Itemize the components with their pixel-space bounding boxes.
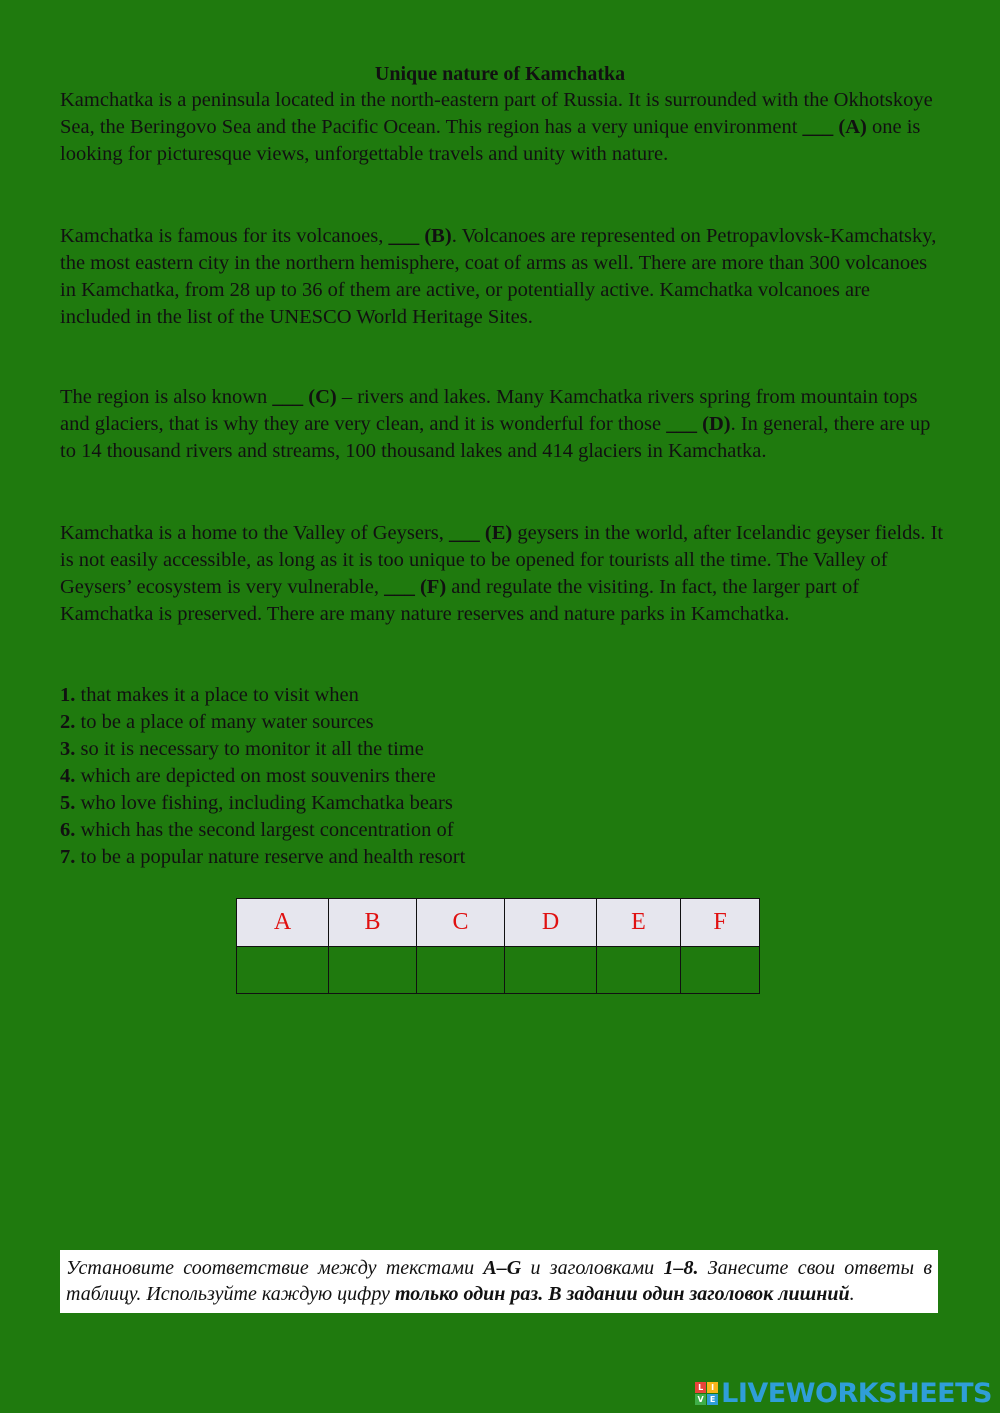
option-item bbox=[60, 736, 945, 763]
answer-cell-e[interactable] bbox=[597, 947, 681, 994]
paragraph-text: and regulate the visiting. In fact, the larger part of Kamchatka is preserved. There are many nature reserves and nature parks in Kamchatka. bbox=[60, 576, 860, 625]
instruction-text: Занесите свои ответы в таблицу. Используйте каждую цифру bbox=[66, 1257, 932, 1305]
instruction-text: . bbox=[849, 1283, 855, 1305]
paragraph-text: one is looking for picturesque views, unforgettable travels and unity with nature. bbox=[60, 116, 921, 165]
option-number: 4. bbox=[60, 765, 76, 787]
gap-b: ___ (B) bbox=[388, 225, 452, 247]
logo-letter-v: V bbox=[695, 1394, 706, 1405]
option-text: to be a popular nature reserve and health resort bbox=[75, 846, 466, 868]
gap-f: ___ (F) bbox=[384, 576, 447, 598]
gap-d: ___ (D) bbox=[666, 413, 731, 435]
option-number: 2. bbox=[60, 711, 76, 733]
logo-letter-l: L bbox=[695, 1382, 706, 1393]
answer-cell-c[interactable] bbox=[417, 947, 505, 994]
gap-a: ___ (A) bbox=[802, 116, 867, 138]
paragraph-text: . In general, there are up to 14 thousand rivers and streams, 100 thousand lakes and 414 glaciers in Kamchatka. bbox=[60, 413, 931, 462]
answer-header-a: A bbox=[237, 899, 329, 947]
answer-table bbox=[236, 898, 760, 994]
instruction-bold: 1–8. bbox=[663, 1257, 699, 1279]
paragraph-text: The region is also known bbox=[60, 386, 273, 408]
instruction-bold: A–G bbox=[483, 1257, 522, 1279]
logo-text: LIVEWORKSHEETS bbox=[721, 1377, 992, 1409]
paragraph-text: Kamchatka is a home to the Valley of Geysers, bbox=[60, 522, 450, 544]
paragraph-text: Kamchatka is famous for its volcanoes, bbox=[60, 225, 389, 247]
option-item bbox=[60, 763, 945, 790]
answer-cell-b[interactable] bbox=[329, 947, 417, 994]
option-item bbox=[60, 817, 945, 844]
instruction-box bbox=[60, 1250, 938, 1313]
answer-header-b: B bbox=[329, 899, 417, 947]
paragraph-c-d bbox=[60, 384, 945, 465]
option-text: which has the second largest concentration of bbox=[75, 819, 454, 841]
paragraph-text: geysers in the world, after Icelandic geyser fields. It is not easily accessible, as long as it is too unique to be opened for tourists all the time. The Valley of Geysers’ ecosystem is very vulnerable, bbox=[60, 522, 944, 598]
option-text: so it is necessary to monitor it all the time bbox=[75, 738, 424, 760]
page-title: Unique nature of Kamchatka bbox=[374, 63, 626, 85]
option-number: 5. bbox=[60, 792, 76, 814]
answer-cell-a[interactable] bbox=[237, 947, 329, 994]
option-item bbox=[60, 790, 945, 817]
option-number: 3. bbox=[60, 738, 76, 760]
paragraph-e-f bbox=[60, 520, 945, 628]
option-number: 6. bbox=[60, 819, 76, 841]
option-text: that makes it a place to visit when bbox=[75, 684, 359, 706]
paragraph-text: . Volcanoes are represented on Petropavlovsk-Kamchatsky, the most eastern city in the northern hemisphere, coat of arms as well. There are more than 300 volcanoes in Kamchatka, from 28 up to 36 of them are active, or potentially active. Kamchatka volcanoes are included in the list of the UNESCO World Heritage Sites. bbox=[60, 225, 937, 328]
logo-grid-icon bbox=[695, 1382, 718, 1405]
paragraph-text: – rivers and lakes. Many Kamchatka rivers spring from mountain tops and glaciers, that is why they are very clean, and it is wonderful for those bbox=[60, 386, 918, 435]
paragraph-text: Kamchatka is a peninsula located in the north-eastern part of Russia. It is surrounded with the Okhotskoye Sea, the Beringovo Sea and the Pacific Ocean. This region has a very unique environment bbox=[60, 89, 933, 138]
gap-c: ___ (C) bbox=[272, 386, 337, 408]
liveworksheets-logo bbox=[695, 1379, 992, 1407]
option-number: 1. bbox=[60, 684, 76, 706]
option-text: which are depicted on most souvenirs there bbox=[75, 765, 436, 787]
instruction-bold: только один раз. В задании один заголовок лишний bbox=[394, 1283, 850, 1305]
option-number: 7. bbox=[60, 846, 76, 868]
answer-header-c: C bbox=[417, 899, 505, 947]
answer-table-input-row bbox=[237, 947, 760, 994]
answer-cell-f[interactable] bbox=[681, 947, 760, 994]
answer-cell-d[interactable] bbox=[505, 947, 597, 994]
instruction-text: Установите соответствие между текстами bbox=[66, 1257, 484, 1279]
gap-e: ___ (E) bbox=[449, 522, 513, 544]
answer-header-d: D bbox=[505, 899, 597, 947]
option-item bbox=[60, 682, 945, 709]
instruction-text: и заголовками bbox=[521, 1257, 664, 1279]
options-list bbox=[60, 682, 945, 871]
option-item bbox=[60, 844, 945, 871]
paragraph-a bbox=[60, 87, 945, 168]
option-text: who love fishing, including Kamchatka bears bbox=[75, 792, 453, 814]
logo-letter-i: I bbox=[707, 1382, 718, 1393]
answer-header-e: E bbox=[597, 899, 681, 947]
paragraph-b bbox=[60, 223, 945, 331]
option-text: to be a place of many water sources bbox=[75, 711, 374, 733]
logo-letter-e: E bbox=[707, 1394, 718, 1405]
answer-header-f: F bbox=[681, 899, 760, 947]
answer-table-header-row bbox=[237, 899, 760, 947]
option-item bbox=[60, 709, 945, 736]
